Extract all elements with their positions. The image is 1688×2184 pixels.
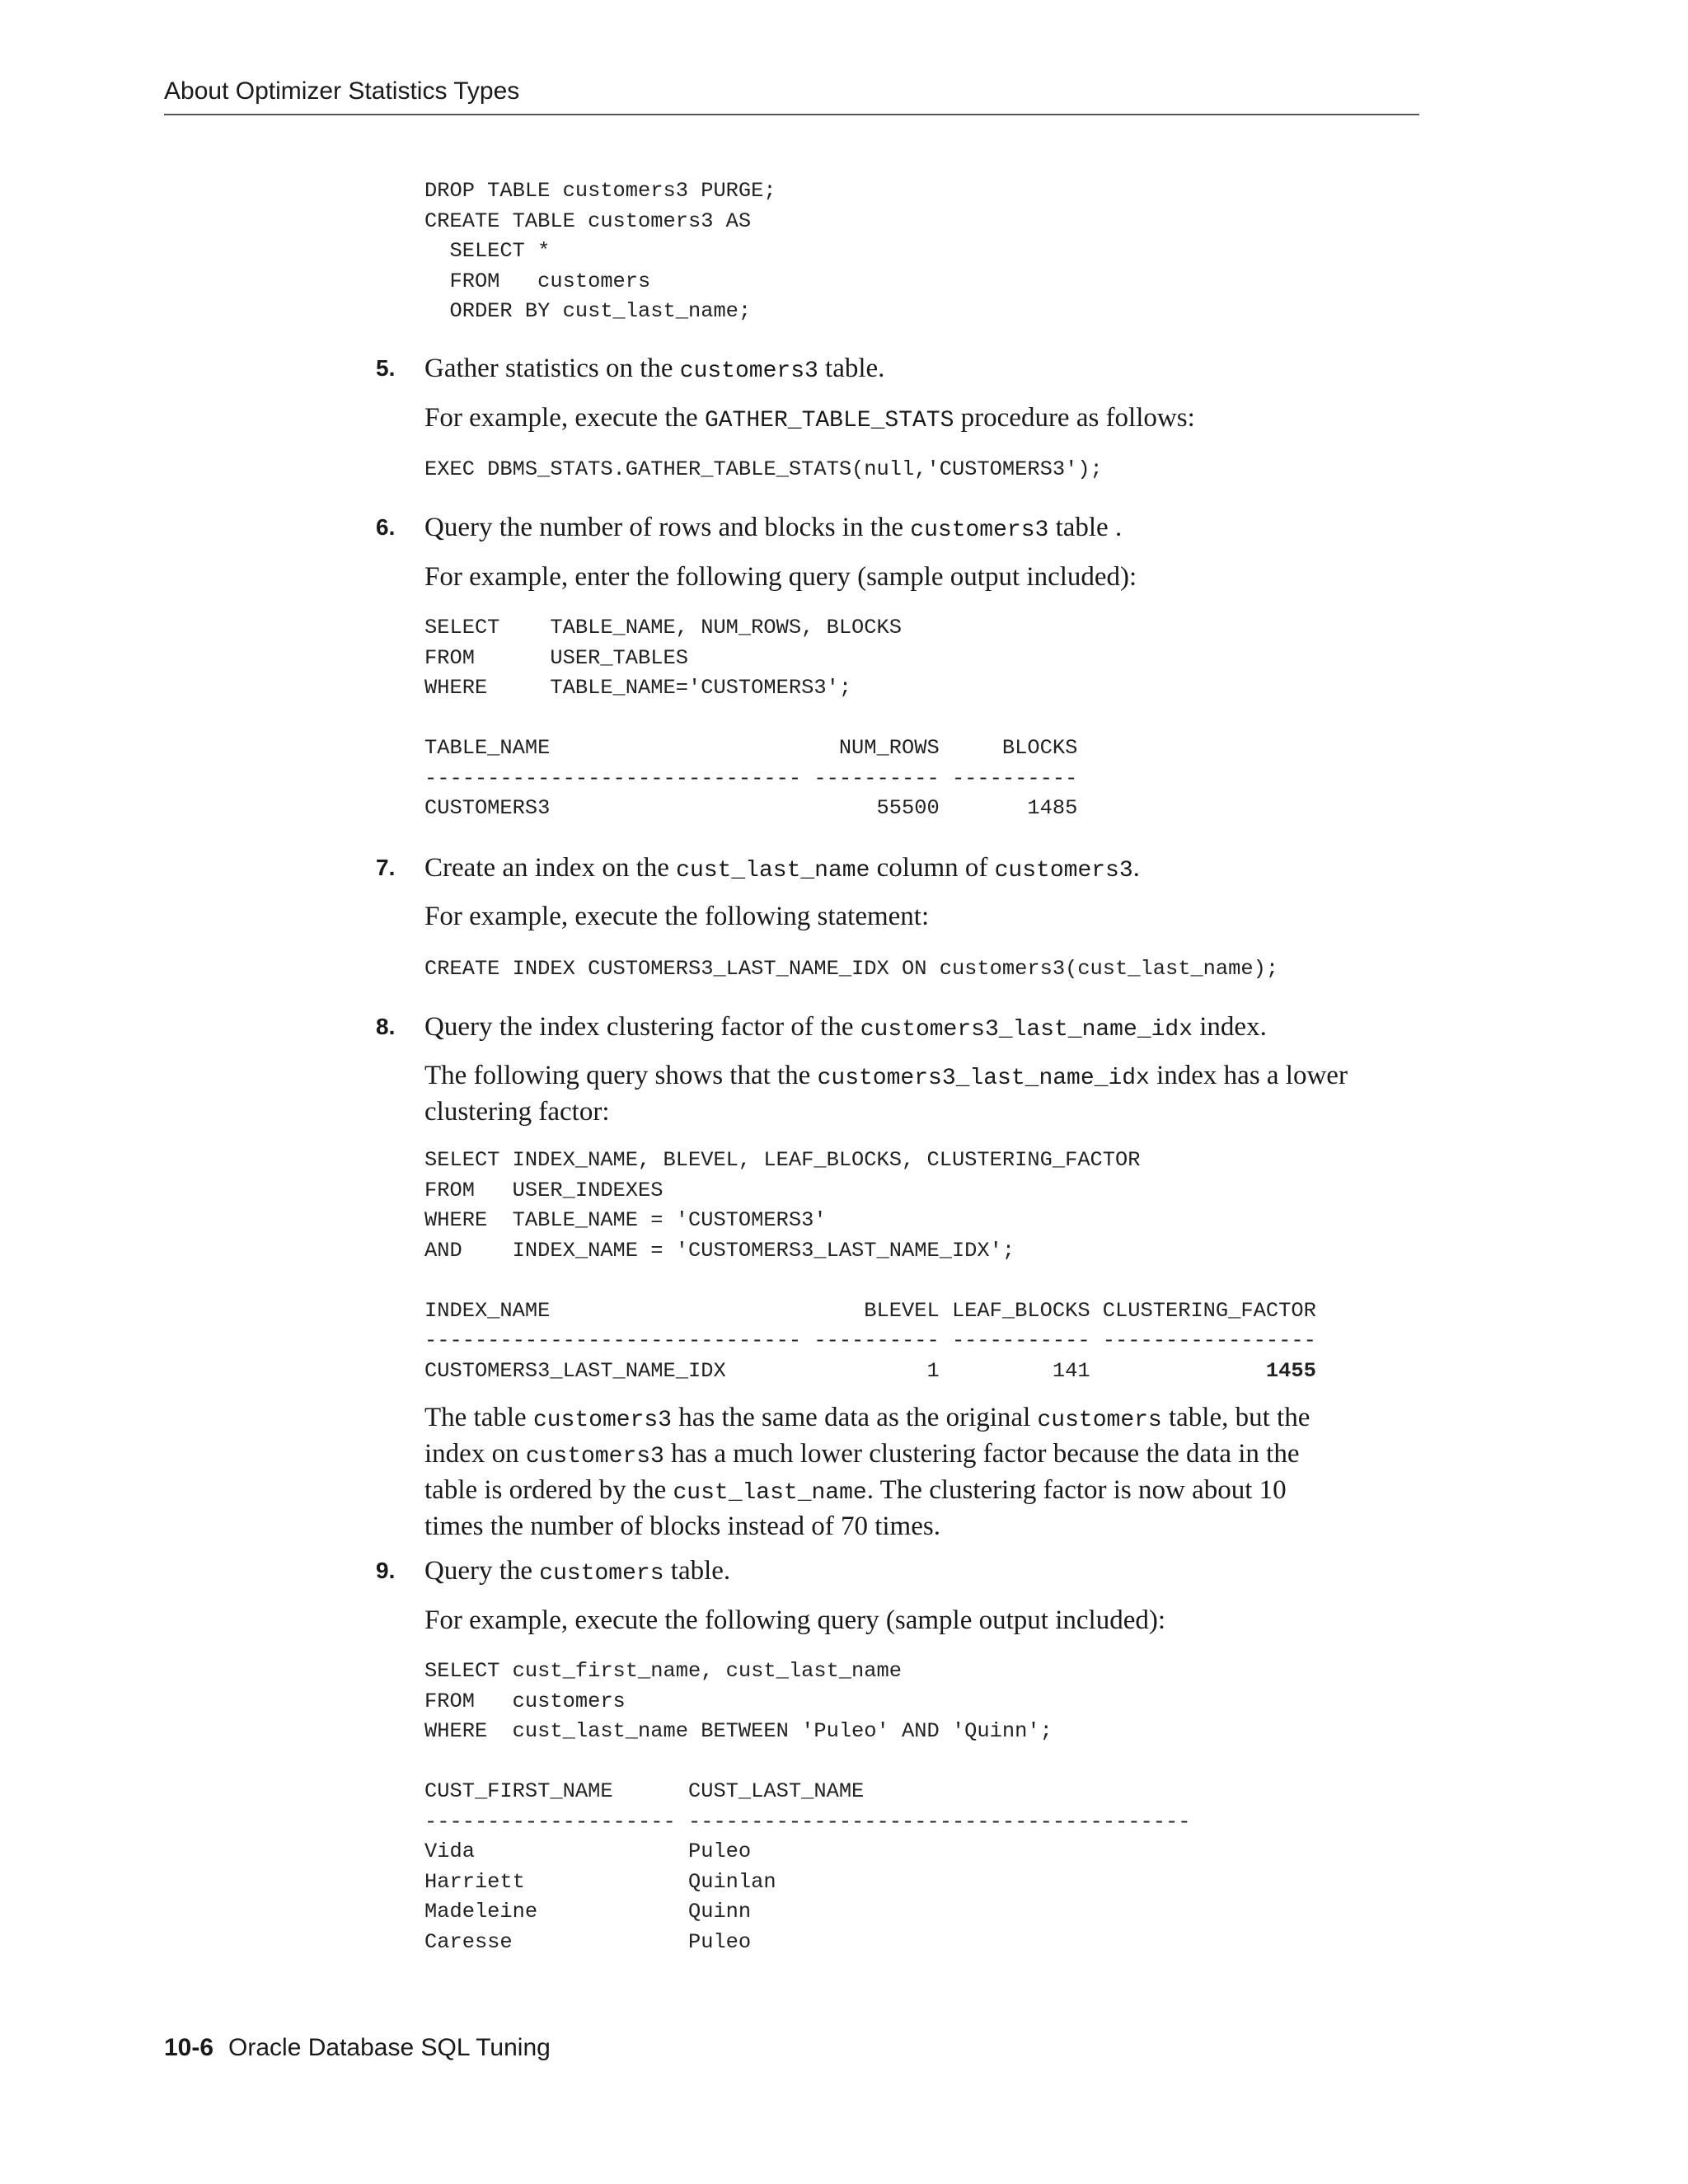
step-number: 9. (376, 1558, 396, 1583)
text: Query the index clustering factor of the (424, 1012, 860, 1042)
text: Gather statistics on the (424, 354, 680, 383)
text: table . (1048, 513, 1123, 542)
code-block-gather-stats: EXEC DBMS_STATS.GATHER_TABLE_STATS(null,'CUSTOMERS3'); (424, 457, 1103, 481)
inline-code: customers3 (994, 858, 1133, 883)
step-heading (424, 511, 1422, 547)
inline-code: customers3_last_name_idx (817, 1066, 1150, 1091)
step-5-description (424, 401, 1422, 438)
text: Create an index on the (424, 853, 677, 883)
text: Query the number of rows and blocks in the (424, 513, 911, 542)
code-block-table-query: SELECT TABLE_NAME, NUM_ROWS, BLOCKS FROM USER_TABLES WHERE TABLE_NAME='CUSTOMERS3'; TABLE_NAME NUM_ROWS BLOCKS ------------------------------ ---------- ---------- CUSTOMERS3 55500 1485 (424, 616, 1078, 820)
paragraph-line: times the number of blocks instead of 70 times. (424, 1511, 940, 1541)
text: table is ordered by the (424, 1475, 673, 1505)
inline-code: customers3 (910, 518, 1049, 543)
code-block-index-query (424, 1146, 1316, 1386)
text: index. (1193, 1012, 1267, 1042)
text: The table (424, 1403, 533, 1432)
step-heading (424, 352, 1422, 388)
step-6-description: For example, enter the following query (sample output included): (424, 562, 1137, 592)
inline-code: customers3_last_name_idx (860, 1017, 1193, 1043)
step-9-description: For example, execute the following query (sample output included): (424, 1605, 1165, 1635)
inline-code: GATHER_TABLE_STATS (704, 408, 954, 434)
clustering-factor-value: 1455 (1265, 1358, 1316, 1383)
inline-code: customers3 (679, 359, 818, 384)
text: For example, execute the (424, 403, 705, 433)
step-heading (424, 1554, 1422, 1591)
paragraph-line (424, 1437, 1422, 1474)
step-8-description (424, 1059, 1422, 1128)
page-footer (164, 2032, 551, 2064)
step-number: 5. (376, 355, 396, 381)
step-number: 7. (376, 855, 396, 880)
book-title: Oracle Database SQL Tuning (228, 2034, 551, 2061)
text: table, but the (1161, 1403, 1311, 1432)
text: index on (424, 1439, 526, 1469)
text: index has a lower (1149, 1061, 1348, 1090)
text: table. (663, 1556, 731, 1586)
step-number: 8. (376, 1014, 396, 1039)
inline-code: cust_last_name (676, 858, 870, 883)
text: The following query shows that the (424, 1061, 818, 1090)
text: Query the (424, 1556, 540, 1586)
text: . (1132, 853, 1140, 883)
paragraph-line (424, 1474, 1422, 1510)
step-heading (424, 1010, 1422, 1047)
inline-code: cust_last_name (673, 1480, 867, 1506)
text: has the same data as the original (671, 1403, 1038, 1432)
inline-code: customers3 (532, 1408, 672, 1433)
text: column of (870, 853, 995, 883)
paragraph-line (424, 1401, 1422, 1437)
text: procedure as follows: (954, 403, 1195, 433)
paragraph-line: clustering factor: (424, 1097, 610, 1127)
inline-code: customers3 (525, 1444, 664, 1469)
inline-code: customers (1037, 1408, 1162, 1433)
page-number: 10-6 (164, 2034, 214, 2061)
text: . The clustering factor is now about 10 (866, 1475, 1287, 1505)
step-8-explanation (424, 1401, 1422, 1543)
running-header: About Optimizer Statistics Types (164, 73, 1419, 115)
code-block-create-index: CREATE INDEX CUSTOMERS3_LAST_NAME_IDX ON customers3(cust_last_name); (424, 957, 1279, 981)
inline-code: customers (539, 1561, 664, 1586)
text: has a much lower clustering factor because the data in the (663, 1439, 1300, 1469)
code-text: SELECT INDEX_NAME, BLEVEL, LEAF_BLOCKS, CLUSTERING_FACTOR FROM USER_INDEXES WHERE TABLE_NAME = 'CUSTOMERS3' AND INDEX_NAME = 'CUSTOMERS3_LAST_NAME_IDX'; INDEX_NAME BLEVEL LEAF_BLOCKS CLUSTERING_FACTOR ------------------------------ ---------- ----------- ----------------- CUSTOMERS3_LAST_NAME_IDX 1 141 (424, 1148, 1316, 1383)
code-block-customers-query: SELECT cust_first_name, cust_last_name FROM customers WHERE cust_last_name BETWEEN 'Puleo' AND 'Quinn'; CUST_FIRST_NAME CUST_LAST_NAME -------------------- ---------------------------------------- Vida Puleo Harriett Quinlan Madeleine Quinn Caresse Puleo (424, 1659, 1191, 1954)
paragraph-line (424, 1059, 1422, 1095)
code-block-create-table: DROP TABLE customers3 PURGE; CREATE TABLE customers3 AS SELECT * FROM customers ORDER BY cust_last_name; (424, 179, 776, 323)
text: table. (818, 354, 885, 383)
step-heading (424, 851, 1422, 888)
step-number: 6. (376, 514, 396, 540)
step-7-description: For example, execute the following statement: (424, 902, 930, 931)
